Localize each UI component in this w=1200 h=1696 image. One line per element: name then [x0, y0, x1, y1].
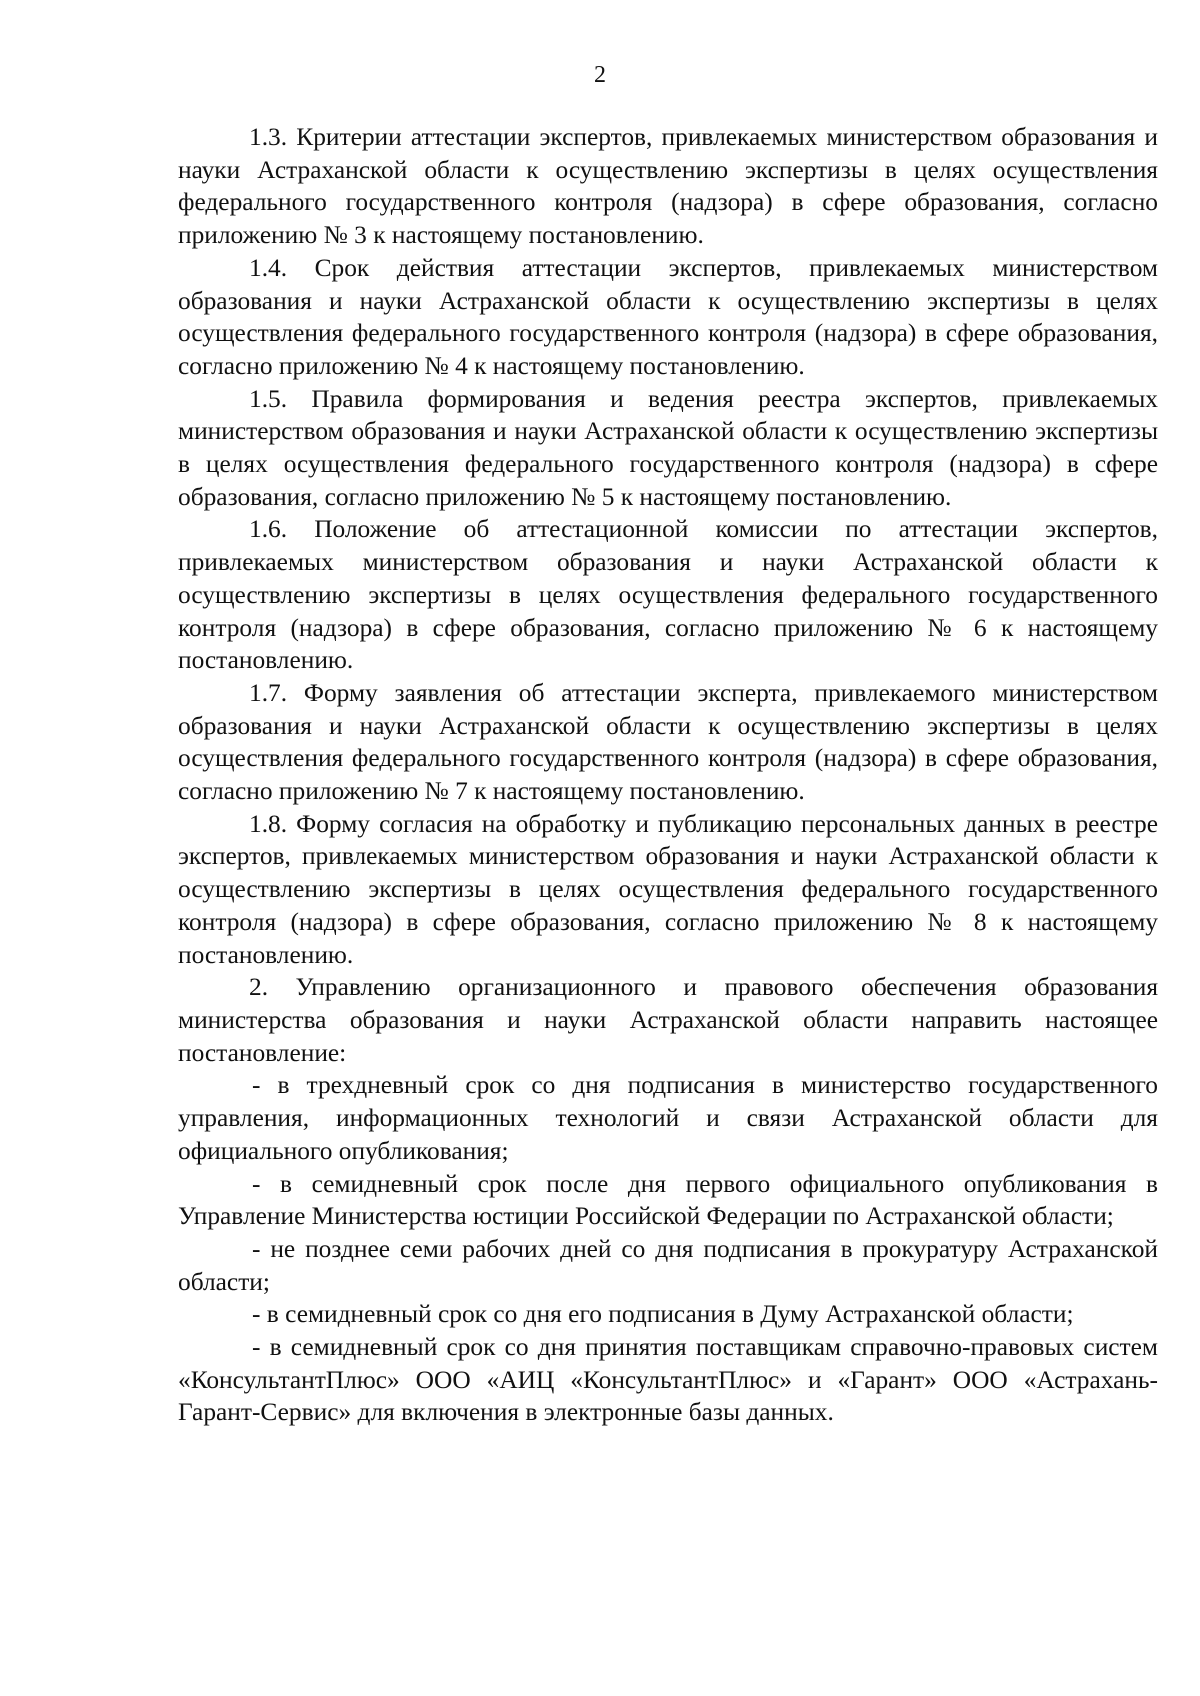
list-item-duma: - в семидневный срок со дня его подписания в Думу Астраханской области;: [252, 1300, 1074, 1329]
list-item-publication: - в трехдневный срок со дня подписания в министерство государственного управления, информационных технологий и связи Астраханской области для официального опубликования;: [178, 1071, 1158, 1165]
list-item-prosecutor: - не позднее семи рабочих дней со дня подписания в прокуратуру Астраханской области;: [178, 1234, 1158, 1296]
list-item-legal-systems: - в семидневный срок со дня принятия поставщикам справочно-правовых систем «КонсультантПлюс» ООО «АИЦ «КонсультантПлюс» и «Гарант» ООО «Астрахань-Гарант-Сервис» для включения в электронные базы данных.: [178, 1333, 1158, 1427]
paragraph-1-8: 1.8. Форму согласия на обработку и публикацию персональных данных в реестре экспертов, привлекаемых министерством образования и науки Астраханской области к осуществлению экспертизы в целях осуществления федерального государственного контроля (надзора) в сфере образования, согласно приложению № 8 к настоящему постановлению.: [178, 809, 1158, 969]
paragraph-1-5: 1.5. Правила формирования и ведения реестра экспертов, привлекаемых министерством образования и науки Астраханской области к осуществлению экспертизы в целях осуществления федерального государственного контроля (надзора) в сфере образования, согласно приложению № 5 к настоящему постановлению.: [178, 384, 1158, 511]
paragraph-1-4: 1.4. Срок действия аттестации экспертов, привлекаемых министерством образования и науки Астраханской области к осуществлению экспертизы в целях осуществления федерального государственного контроля (надзора) в сфере образования, согласно приложению № 4 к настоящему постановлению.: [178, 253, 1158, 380]
document-body: [178, 121, 1158, 1429]
list-item-justice-ministry: - в семидневный срок после дня первого официального опубликования в Управление Министерства юстиции Российской Федерации по Астраханской области;: [178, 1169, 1158, 1231]
paragraph-2: 2. Управлению организационного и правового обеспечения образования министерства образования и науки Астраханской области направить настоящее постановление:: [178, 973, 1158, 1067]
page-number: 2: [594, 62, 606, 88]
paragraph-1-6: 1.6. Положение об аттестационной комиссии по аттестации экспертов, привлекаемых министерством образования и науки Астраханской области к осуществлению экспертизы в целях осуществления федерального государственного контроля (надзора) в сфере образования, согласно приложению № 6 к настоящему постановлению.: [178, 515, 1158, 675]
paragraph-1-3: 1.3. Критерии аттестации экспертов, привлекаемых министерством образования и науки Астраханской области к осуществлению экспертизы в целях осуществления федерального государственного контроля (надзора) в сфере образования, согласно приложению № 3 к настоящему постановлению.: [178, 123, 1158, 250]
paragraph-1-7: 1.7. Форму заявления об аттестации эксперта, привлекаемого министерством образования и науки Астраханской области к осуществлению экспертизы в целях осуществления федерального государственного контроля (надзора) в сфере образования, согласно приложению № 7 к настоящему постановлению.: [178, 678, 1158, 806]
